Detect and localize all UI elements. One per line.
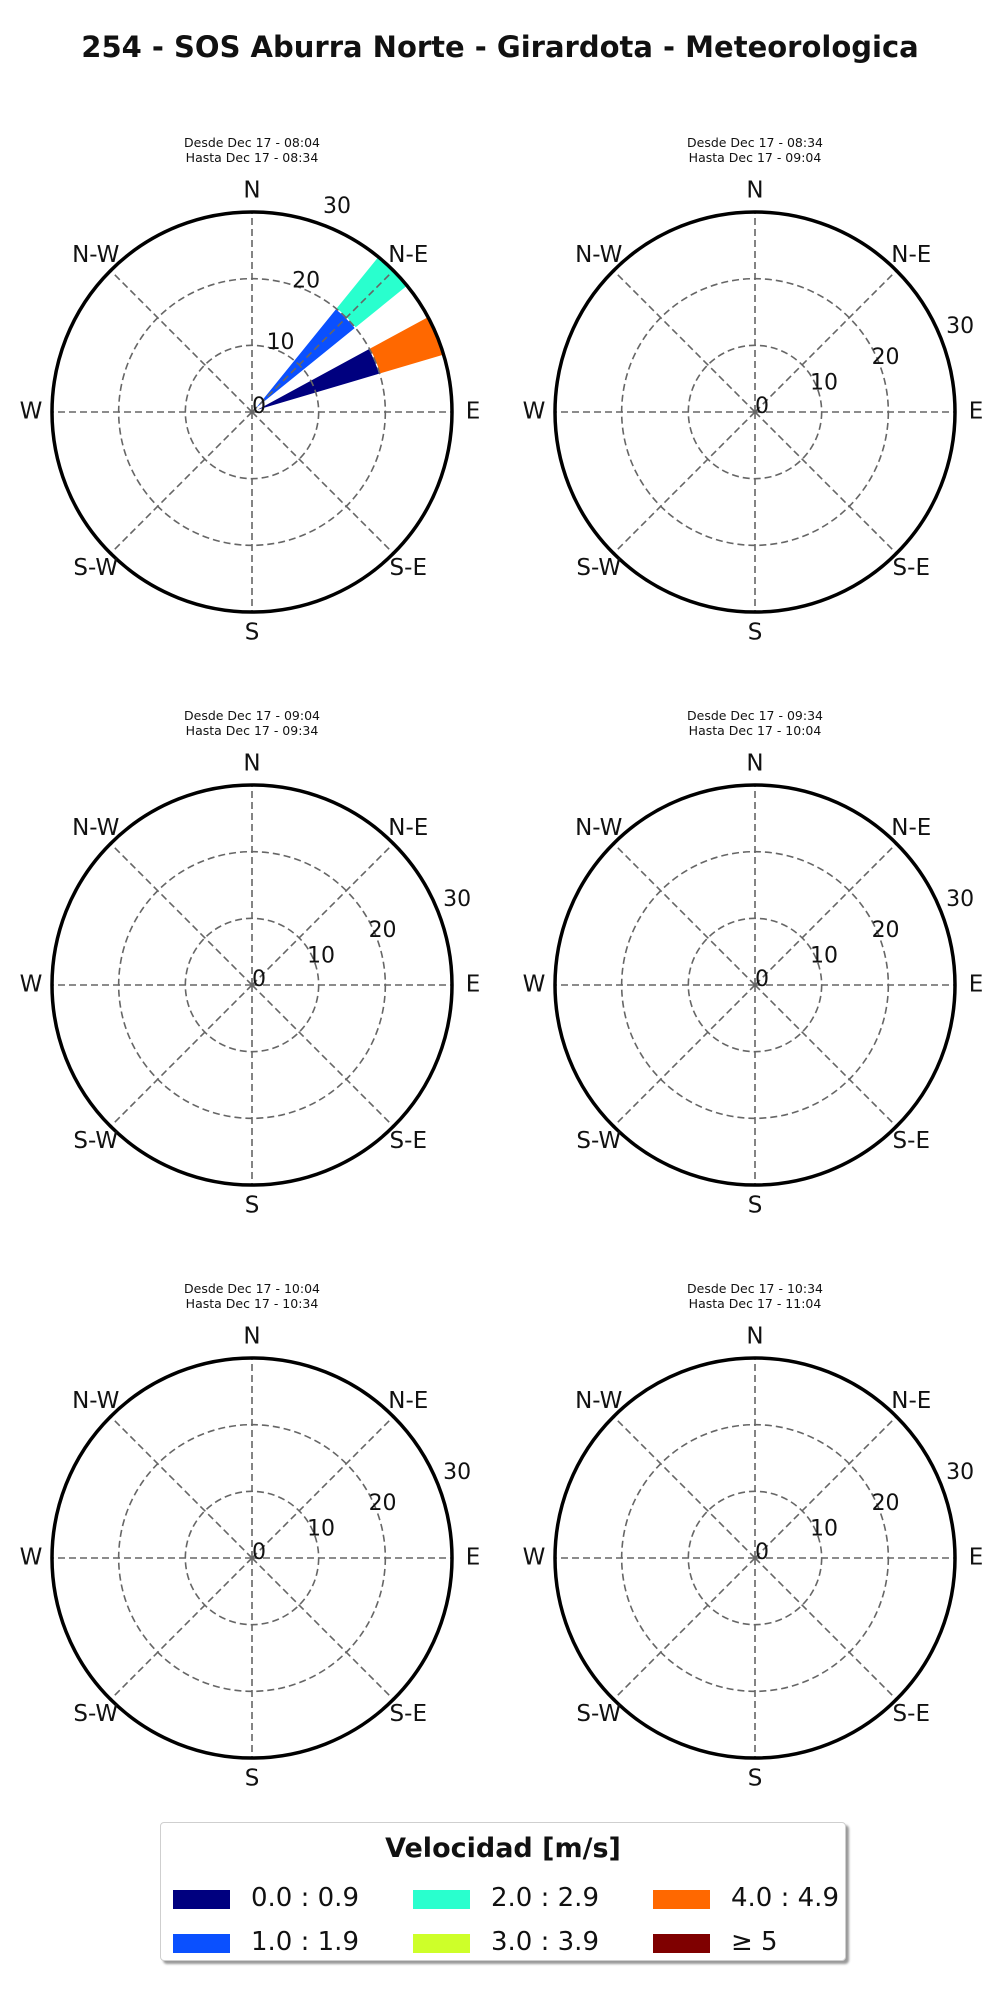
direction-label: E	[968, 971, 984, 998]
legend-swatch	[653, 1934, 710, 1953]
chart-title: 254 - SOS Aburra Norte - Girardota - Meteorologica	[81, 30, 919, 64]
direction-label: W	[19, 971, 43, 998]
direction-label: S-E	[389, 1127, 427, 1154]
legend-swatch	[173, 1890, 230, 1909]
radial-tick-label: 10	[809, 943, 838, 969]
direction-label: N-W	[575, 1388, 623, 1415]
direction-label: S-E	[892, 1127, 930, 1154]
panel-2-title-to: Hasta Dec 17 - 09:04	[688, 150, 822, 165]
wind-rose-panel-1	[20, 178, 481, 646]
radial-gridline	[614, 844, 755, 985]
direction-label: N	[243, 750, 261, 777]
legend-label: 3.0 : 3.9	[491, 1927, 599, 1957]
radial-tick-label: 20	[292, 268, 321, 294]
radial-tick-label: 0	[755, 394, 769, 419]
radial-tick-label: 0	[252, 1540, 266, 1565]
direction-label: N	[243, 1323, 261, 1350]
direction-label: E	[968, 398, 984, 425]
direction-label: N-E	[891, 815, 932, 842]
radial-gridline	[614, 412, 755, 553]
radial-tick-label: 10	[266, 330, 295, 356]
direction-label: E	[968, 1544, 984, 1571]
direction-label: N	[243, 177, 261, 204]
wind-rose-panel-5	[20, 1324, 481, 1792]
radial-gridline	[111, 412, 252, 553]
direction-label: N-E	[388, 1388, 429, 1415]
direction-label: E	[465, 971, 481, 998]
radial-gridline	[111, 1417, 252, 1558]
panel-4-title-to: Hasta Dec 17 - 10:04	[688, 723, 822, 738]
radial-gridline	[111, 844, 252, 985]
legend-label: 0.0 : 0.9	[251, 1883, 359, 1913]
direction-label: S	[244, 1765, 260, 1792]
panel-4-title-from: Desde Dec 17 - 09:34	[687, 708, 823, 723]
direction-label: N-E	[891, 1388, 932, 1415]
radial-tick-label: 30	[443, 1460, 472, 1486]
radial-tick-label: 20	[871, 1490, 900, 1516]
radial-gridline	[111, 1558, 252, 1699]
legend-swatch	[413, 1934, 470, 1953]
legend-swatch	[413, 1890, 470, 1909]
direction-label: N-W	[575, 242, 623, 269]
wind-rose-panel-2	[523, 178, 984, 646]
direction-label: N-W	[72, 242, 120, 269]
legend-label: ≥ 5	[731, 1927, 778, 1957]
direction-label: N	[746, 750, 764, 777]
radial-tick-label: 10	[306, 943, 335, 969]
legend-label: 4.0 : 4.9	[731, 1883, 839, 1913]
direction-label: S-E	[892, 554, 930, 581]
wind-rose-panel-3	[20, 751, 481, 1219]
direction-label: N	[746, 1323, 764, 1350]
direction-label: S-E	[389, 1700, 427, 1727]
radial-tick-label: 30	[322, 193, 351, 219]
direction-label: S-W	[576, 554, 622, 581]
radial-gridline	[755, 412, 896, 553]
radial-gridline	[111, 271, 252, 412]
radial-gridline	[755, 1558, 896, 1699]
direction-label: N-E	[891, 242, 932, 269]
radial-gridline	[755, 985, 896, 1126]
direction-label: E	[465, 1544, 481, 1571]
legend-swatch	[173, 1934, 230, 1953]
radial-tick-label: 0	[755, 1540, 769, 1565]
radial-gridline	[614, 271, 755, 412]
legend-label: 1.0 : 1.9	[251, 1927, 359, 1957]
direction-label: N	[746, 177, 764, 204]
radial-gridline	[252, 412, 393, 553]
radial-gridline	[614, 1417, 755, 1558]
radial-gridline	[252, 985, 393, 1126]
panel-5-title-from: Desde Dec 17 - 10:04	[184, 1281, 320, 1296]
radial-tick-label: 20	[368, 917, 397, 943]
direction-label: W	[19, 1544, 43, 1571]
legend	[160, 1822, 846, 1961]
direction-label: N-E	[388, 242, 429, 269]
panel-3-title-to: Hasta Dec 17 - 09:34	[185, 723, 319, 738]
direction-label: S	[244, 1192, 260, 1219]
panel-3-title-from: Desde Dec 17 - 09:04	[184, 708, 320, 723]
radial-tick-label: 20	[368, 1490, 397, 1516]
direction-label: S	[244, 619, 260, 646]
panel-6-title-to: Hasta Dec 17 - 11:04	[688, 1296, 822, 1311]
radial-tick-label: 30	[946, 1460, 975, 1486]
radial-tick-label: 30	[946, 887, 975, 913]
direction-label: S-W	[73, 554, 119, 581]
direction-label: S-E	[892, 1700, 930, 1727]
radial-gridline	[111, 985, 252, 1126]
radial-tick-label: 20	[871, 344, 900, 370]
panel-2-title-from: Desde Dec 17 - 08:34	[687, 135, 823, 150]
legend-label: 2.0 : 2.9	[491, 1883, 599, 1913]
radial-tick-label: 10	[306, 1516, 335, 1542]
direction-label: W	[19, 398, 43, 425]
radial-tick-label: 0	[755, 967, 769, 992]
wind-rose-panel-6	[523, 1324, 984, 1792]
direction-label: S-W	[576, 1127, 622, 1154]
direction-label: W	[522, 971, 546, 998]
direction-label: N-W	[72, 1388, 120, 1415]
direction-label: N-W	[575, 815, 623, 842]
radial-tick-label: 0	[252, 394, 266, 419]
direction-label: N-E	[388, 815, 429, 842]
radial-tick-label: 10	[809, 1516, 838, 1542]
radial-tick-label: 10	[809, 370, 838, 396]
radial-gridline	[614, 985, 755, 1126]
direction-label: W	[522, 1544, 546, 1571]
direction-label: E	[465, 398, 481, 425]
panel-6-title-from: Desde Dec 17 - 10:34	[687, 1281, 823, 1296]
wind-rose-panel-4	[523, 751, 984, 1219]
radial-tick-label: 30	[946, 314, 975, 340]
direction-label: S	[747, 1765, 763, 1792]
panel-1-title-to: Hasta Dec 17 - 08:34	[185, 150, 319, 165]
direction-label: S	[747, 1192, 763, 1219]
radial-tick-label: 20	[871, 917, 900, 943]
direction-label: S	[747, 619, 763, 646]
panel-1-title-from: Desde Dec 17 - 08:04	[184, 135, 320, 150]
legend-swatch	[653, 1890, 710, 1909]
legend-title: Velocidad [m/s]	[385, 1833, 621, 1864]
direction-label: W	[522, 398, 546, 425]
direction-label: N-W	[72, 815, 120, 842]
radial-gridline	[614, 1558, 755, 1699]
panel-5-title-to: Hasta Dec 17 - 10:34	[185, 1296, 319, 1311]
direction-label: S-W	[73, 1700, 119, 1727]
radial-tick-label: 0	[252, 967, 266, 992]
radial-tick-label: 30	[443, 887, 472, 913]
direction-label: S-W	[576, 1700, 622, 1727]
radial-gridline	[252, 1558, 393, 1699]
direction-label: S-E	[389, 554, 427, 581]
direction-label: S-W	[73, 1127, 119, 1154]
